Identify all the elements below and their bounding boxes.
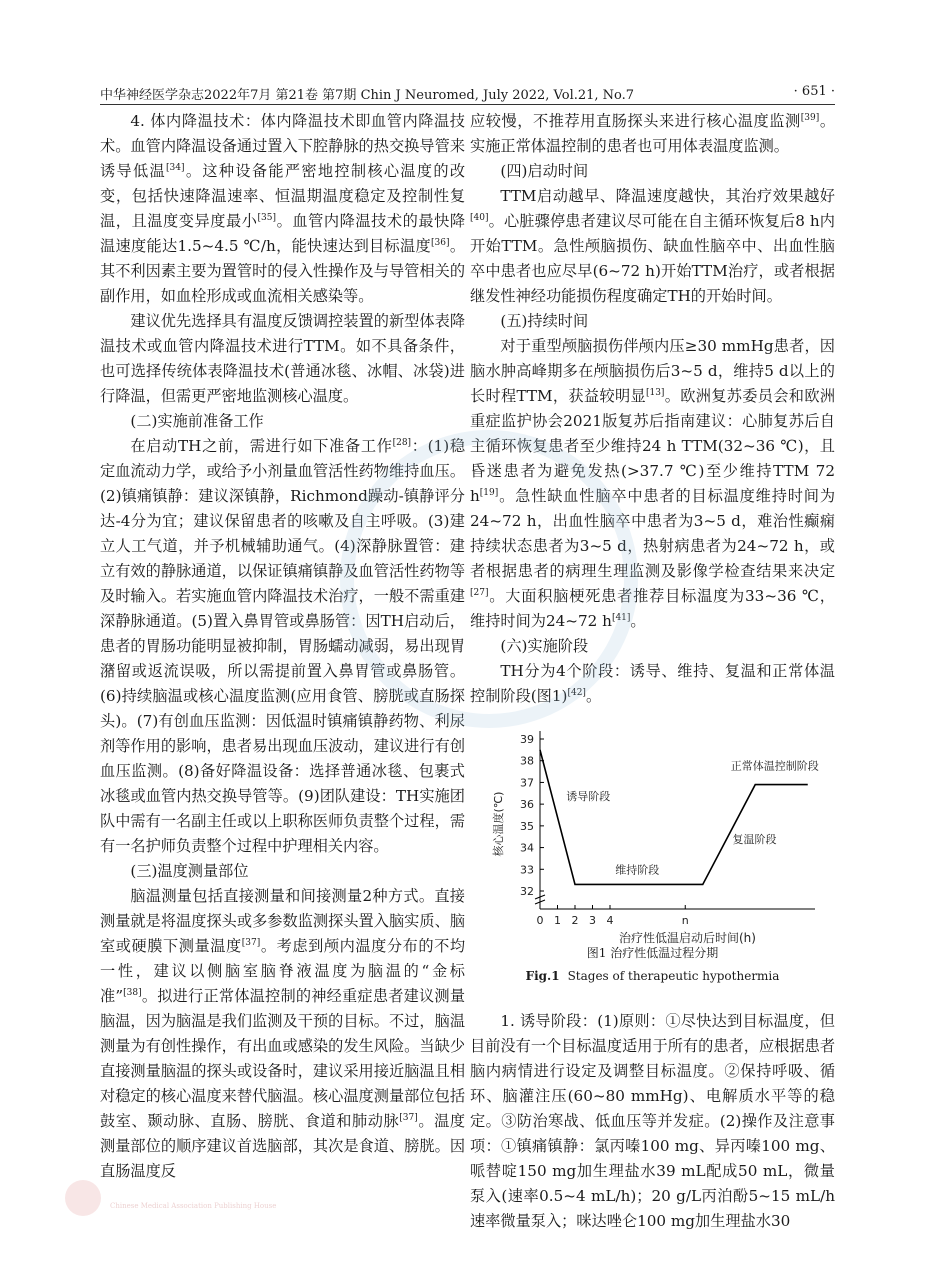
journal-citation: 中华神经医学杂志2022年7月 第21卷 第7期 Chin J Neuromed, July 2022, Vol.21, No.7: [100, 88, 635, 103]
figure-caption-cn: 图1 治疗性低温过程分期: [586, 946, 719, 960]
paragraph: 建议优先选择具有温度反馈调控装置的新型体表降温技术或血管内降温技术进行TTM。如不具备条件，也可选择传统体表降温技术(普通冰毯、冰帽、冰袋)进行降温，但需更严密地监测核心温度。: [100, 312, 465, 405]
section-heading: (四)启动时间: [500, 162, 589, 180]
publisher-watermark: Chinese Medical Association Publishing House: [110, 1202, 277, 1210]
paragraph: TTM启动越早、降温速度越快，其治疗效果越好[40]。心脏骤停患者建议尽可能在自主循环恢复后8 h内开始TTM。急性颅脑损伤、缺血性脑卒中、出血性脑卒中患者也应尽早(6~72 h)开始TTM治疗，或者根据继发性神经功能损伤程度确定TH的开始时间。: [470, 187, 835, 305]
x-tick-label: 4: [606, 914, 614, 927]
section-heading: (六)实施阶段: [500, 637, 589, 655]
y-tick-label: 37: [520, 776, 534, 790]
temperature-stage-chart: [470, 709, 835, 945]
paragraph: 在启动TH之前，需进行如下准备工作[28]：(1)稳定血流动力学，或给予小剂量血管活性药物维持血压。(2)镇痛镇静：建议深镇静，Richmond躁动-镇静评分达-4分为宜；建议保留患者的咳嗽及自主呼吸。(3)建立人工气道，并予机械辅助通气。(4)深静脉置管：建立有效的静脉通道，以保证镇痛镇静及血管活性药物等及时输入。若实施血管内降温技术治疗，一般不需重建深静脉通道。(5)置入鼻胃管或鼻肠管：因TH启动后，患者的胃肠功能明显被抑制，胃肠蠕动减弱，易出现胃潴留或返流误吸，所以需提前置入鼻胃管或鼻肠管。(6)持续脑温或核心温度监测(应用食管、膀胱或直肠探头)。(7)有创血压监测：因低温时镇痛镇静药物、利尿剂等作用的影响，患者易出现血压波动，建议进行有创血压监测。(8)备好降温设备：选择普通冰毯、包裹式冰毯或血管内热交换导管等。(9)团队建设：TH实施团队中需有一名副主任或以上职称医师负责整个过程，需有一名护师负责整个过程中护理相关内容。: [100, 437, 466, 855]
y-tick-label: 36: [520, 798, 534, 812]
y-tick-label: 38: [520, 754, 534, 768]
y-tick-label: 35: [520, 819, 534, 833]
section-heading: (五)持续时间: [500, 312, 589, 330]
paragraph: 脑温测量包括直接测量和间接测量2种方式。直接测量就是将温度探头或多参数监测探头置入脑实质、脑室或硬膜下测量温度[37]。考虑到颅内温度分布的不均一性，建议以侧脑室脑脊液温度为脑温的“金标准”[38]。拟进行正常体温控制的神经重症患者建议测量脑温，因为脑温是我们监测及干预的目标。不过，脑温测量为有创性操作，有出血或感染的发生风险。当缺少直接测量脑温的探头或设备时，建议采用接近脑温且相对稳定的核心温度来替代脑温。核心温度测量部位包括鼓室、颞动脉、直肠、膀胱、食道和肺动脉[37]。温度测量部位的顺序建议首选脑部，其次是食道、膀胱。因直肠温度反: [100, 887, 466, 1180]
x-tick-label: 1: [554, 914, 561, 927]
paragraph: 4. 体内降温技术：体内降温技术即血管内降温技术。血管内降温设备通过置入下腔静脉的热交换导管来诱导低温[34]。这种设备能严密地控制核心温度的改变，包括快速降温速率、恒温期温度稳定及控制性复温，且温度变异度最小[35]。血管内降温技术的最快降温速度能达1.5~4.5 ℃/h，能快速达到目标温度[36]。其不利因素主要为置管时的侵入性操作及与导管相关的副作用，如血栓形成或血流相关感染等。: [100, 112, 466, 305]
section-heading: (三)温度测量部位: [130, 862, 249, 880]
y-tick-label: 33: [520, 863, 534, 877]
paragraph: TH分为4个阶段：诱导、维持、复温和正常体温控制阶段(图1)[42]。: [470, 662, 835, 705]
stage-annotation: 维持阶段: [615, 863, 660, 877]
y-tick-label: 34: [520, 841, 534, 855]
paragraph: 应较慢，不推荐用直肠探头来进行核心温度监测[39]。实施正常体温控制的患者也可用体表温度监测。: [470, 112, 836, 155]
figure-caption-en: Fig.1 Stages of therapeutic hypothermia: [525, 969, 780, 983]
y-axis-label: 核心温度(℃): [492, 791, 505, 857]
figure-1: [470, 709, 835, 1009]
y-tick-label: 32: [520, 885, 534, 898]
stage-annotation: 复温阶段: [732, 833, 777, 847]
paragraph: 1. 诱导阶段：(1)原则：①尽快达到目标温度，但目前没有一个目标温度适用于所有的患者，应根据患者脑内病情进行设定及调整目标温度。②保持呼吸、循环、脑灌注压(60~80 mmHg)、电解质水平等的稳定。③防治寒战、低血压等并发症。(2)操作及注意事项：①镇痛镇静：氯丙嗪100 mg、异丙嗪100 mg、哌替啶150 mg加生理盐水39 mL配成50 mL，微量泵入(速率0.5~4 mL/h)；20 g/L丙泊酚5~15 mL/h速率微量泵入；咪达唑仑100 mg加生理盐水30: [470, 1012, 835, 1230]
section-heading: (二)实施前准备工作: [130, 412, 264, 430]
stage-annotation: 正常体温控制阶段: [730, 759, 819, 773]
paragraph: 对于重型颅脑损伤伴颅内压≥30 mmHg患者，因脑水肿高峰期多在颅脑损伤后3~5 d，维持5 d以上的长时程TTM，获益较明显[13]。欧洲复苏委员会和欧洲重症监护协会2021版复苏后指南建议：心肺复苏后自主循环恢复患者至少维持24 h TTM(32~36 ℃)，且昏迷患者为避免发热(>37.7 ℃)至少维持TTM 72 h[19]。急性缺血性脑卒中患者的目标温度维持时间为24~72 h，出血性脑卒中患者为3~5 d，难治性癫痫持续状态患者为3~5 d，热射病患者为24~72 h，或者根据患者的病理生理监测及影像学检查结果来决定[27]。大面积脑梗死患者推荐目标温度为33~36 ℃，维持时间为24~72 h[41]。: [470, 337, 836, 630]
running-header: [100, 82, 835, 105]
stage-annotation: 诱导阶段: [566, 789, 611, 803]
x-tick-label: 2: [571, 914, 579, 927]
watermark-circle: [340, 430, 638, 728]
x-tick-label: 3: [589, 914, 596, 927]
x-axis-label: 治疗性低温启动后时间(h): [619, 931, 756, 945]
x-tick-label: 0: [536, 914, 544, 927]
y-tick-label: 39: [520, 733, 534, 746]
page-number: · 651 ·: [793, 84, 835, 99]
x-tick-label: n: [681, 914, 689, 927]
